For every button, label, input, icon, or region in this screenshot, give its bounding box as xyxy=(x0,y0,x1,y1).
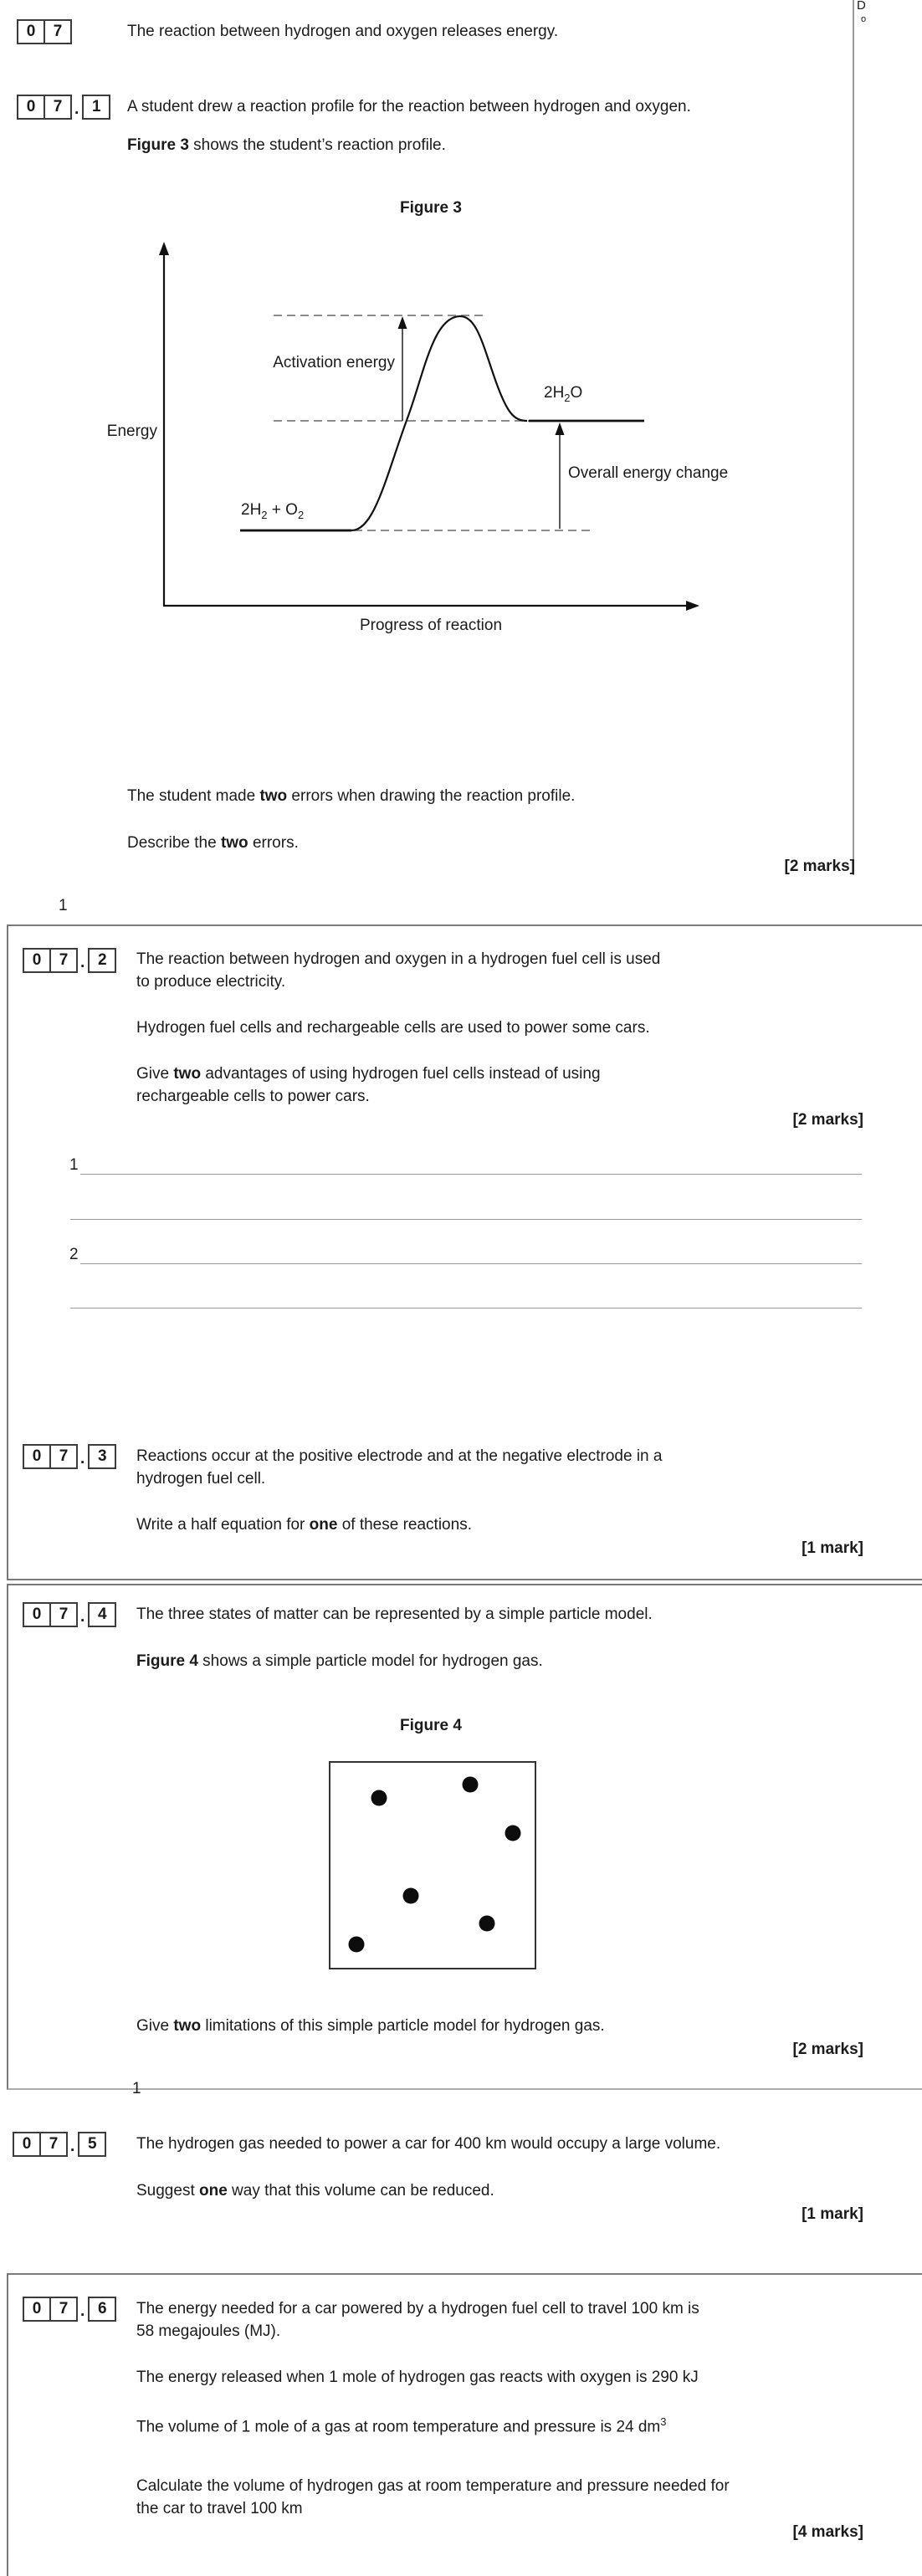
cut-answer-number: 1 xyxy=(132,2080,141,2097)
question-digit: 7 xyxy=(49,1444,78,1469)
gas-particle xyxy=(505,1825,520,1841)
cut-answer-number: 1 xyxy=(59,897,68,914)
question-number-dot: . xyxy=(80,2302,85,2320)
figure3-energy-label: Energy xyxy=(106,423,157,440)
answer-line[interactable] xyxy=(70,1204,862,1220)
question-digit: 0 xyxy=(13,2132,41,2157)
figure-reference: Figure 4 shows a simple particle model for hydrogen gas. xyxy=(136,1652,543,1670)
figure3-caption: Figure 3 xyxy=(400,199,462,217)
answer-line[interactable] xyxy=(80,1248,862,1264)
activation-energy-arrowhead xyxy=(398,316,407,329)
question-subnumber: 5 xyxy=(78,2132,106,2157)
marks-label: [1 mark] xyxy=(802,2205,863,2223)
question-digit: 0 xyxy=(17,95,45,120)
question-subnumber: 1 xyxy=(82,95,110,120)
energy-axis-arrowhead xyxy=(159,242,169,255)
gas-particle xyxy=(403,1888,419,1904)
marks-label: [4 marks] xyxy=(792,2523,863,2541)
question-text: Give two advantages of using hydrogen fuel cells instead of using xyxy=(136,1065,601,1083)
question-text: The energy needed for a car powered by a hydrogen fuel cell to travel 100 km is xyxy=(136,2300,699,2317)
progress-axis-arrowhead xyxy=(686,601,699,611)
page-right-border xyxy=(853,0,854,875)
marks-label: [1 mark] xyxy=(802,1539,863,1557)
question-digit: 7 xyxy=(44,19,72,44)
question-text: rechargeable cells to power cars. xyxy=(136,1088,370,1105)
answer-number: 2 xyxy=(69,1246,79,1263)
gas-particle xyxy=(479,1915,495,1931)
question-text: Hydrogen fuel cells and rechargeable cells are used to power some cars. xyxy=(136,1019,650,1037)
reaction-profile-curve xyxy=(240,316,527,530)
question-subnumber: 2 xyxy=(88,948,116,973)
question-digit: 0 xyxy=(23,948,51,973)
question-text: Calculate the volume of hydrogen gas at room temperature and pressure needed for xyxy=(136,2477,730,2495)
question-number-07-6 xyxy=(23,2297,116,2322)
question-number-07-1 xyxy=(17,95,110,120)
question-number-dot: . xyxy=(74,100,79,118)
question-number-07-2 xyxy=(23,948,116,973)
figure3-activation-label: Activation energy xyxy=(273,354,395,371)
question-text: A student drew a reaction profile for the reaction between hydrogen and oxygen. xyxy=(127,98,691,115)
question-text: Write a half equation for one of these reactions. xyxy=(136,1516,472,1534)
question-text: hydrogen fuel cell. xyxy=(136,1470,266,1488)
question-digit: 0 xyxy=(23,2297,51,2322)
question-digit: 0 xyxy=(23,1602,51,1627)
figure4-caption: Figure 4 xyxy=(400,1717,462,1734)
question-digit: 7 xyxy=(49,1602,78,1627)
question-number-dot: . xyxy=(80,1450,85,1467)
question-number-07 xyxy=(17,19,72,44)
question-text: The energy released when 1 mole of hydrogen gas reacts with oxygen is 290 kJ xyxy=(136,2369,699,2386)
question-number-dot: . xyxy=(80,1608,85,1626)
question-text: to produce electricity. xyxy=(136,973,286,991)
figure-reference: Figure 3 shows the student’s reaction profile. xyxy=(127,136,446,154)
figure3-diagram xyxy=(75,222,711,640)
gas-particle xyxy=(349,1936,365,1952)
question-digit: 7 xyxy=(39,2132,68,2157)
question-text: Give two limitations of this simple particle model for hydrogen gas. xyxy=(136,2017,605,2035)
question-text: 58 megajoules (MJ). xyxy=(136,2322,281,2340)
question-text: The reaction between hydrogen and oxygen releases energy. xyxy=(127,23,559,40)
question-number-dot: . xyxy=(80,954,85,971)
overall-energy-arrowhead xyxy=(556,423,565,435)
question-number-07-3 xyxy=(23,1444,116,1469)
question-text: Reactions occur at the positive electrode and at the negative electrode in a xyxy=(136,1447,663,1465)
question-number-07-4 xyxy=(23,1602,116,1627)
figure3-products-label: $2H_2O$ xyxy=(544,384,583,404)
figure4-box xyxy=(329,1761,536,1969)
question-digit: 7 xyxy=(49,948,78,973)
answer-line[interactable] xyxy=(70,1293,862,1308)
marks-label: [2 marks] xyxy=(784,858,855,875)
margin-text-fragment: o xyxy=(861,14,867,24)
margin-text-fragment: D xyxy=(857,0,866,13)
figure3-overall-label: Overall energy change xyxy=(568,464,729,482)
figure3-progress-label: Progress of reaction xyxy=(359,617,503,634)
question-text: Suggest one way that this volume can be reduced. xyxy=(136,2182,494,2200)
question-text: Describe the two errors. xyxy=(127,834,299,852)
question-text: The hydrogen gas needed to power a car for 400 km would occupy a large volume. xyxy=(136,2135,721,2153)
question-number-dot: . xyxy=(70,2138,75,2155)
question-digit: 0 xyxy=(23,1444,51,1469)
answer-line[interactable] xyxy=(80,1159,862,1175)
question-subnumber: 3 xyxy=(88,1444,116,1469)
question-text: The volume of 1 mole of a gas at room temperature and pressure is 24 $dm^3$ xyxy=(136,2415,667,2436)
answer-number: 1 xyxy=(69,1156,79,1174)
question-text: the car to travel 100 km xyxy=(136,2500,303,2517)
question-number-07-5 xyxy=(13,2132,106,2157)
gas-particle xyxy=(371,1790,387,1806)
marks-label: [2 marks] xyxy=(792,1111,863,1129)
gas-particle xyxy=(463,1777,479,1793)
question-subnumber: 4 xyxy=(88,1602,116,1627)
question-text: The three states of matter can be represented by a simple particle model. xyxy=(136,1606,653,1623)
figure3-reactants-label: $2H_2 + O_2$ xyxy=(241,501,305,521)
question-digit: 7 xyxy=(49,2297,78,2322)
question-text: The reaction between hydrogen and oxygen in a hydrogen fuel cell is used xyxy=(136,950,661,968)
question-digit: 0 xyxy=(17,19,45,44)
question-text: The student made two errors when drawing the reaction profile. xyxy=(127,787,576,805)
question-subnumber: 6 xyxy=(88,2297,116,2322)
question-digit: 7 xyxy=(44,95,72,120)
marks-label: [2 marks] xyxy=(792,2041,863,2058)
